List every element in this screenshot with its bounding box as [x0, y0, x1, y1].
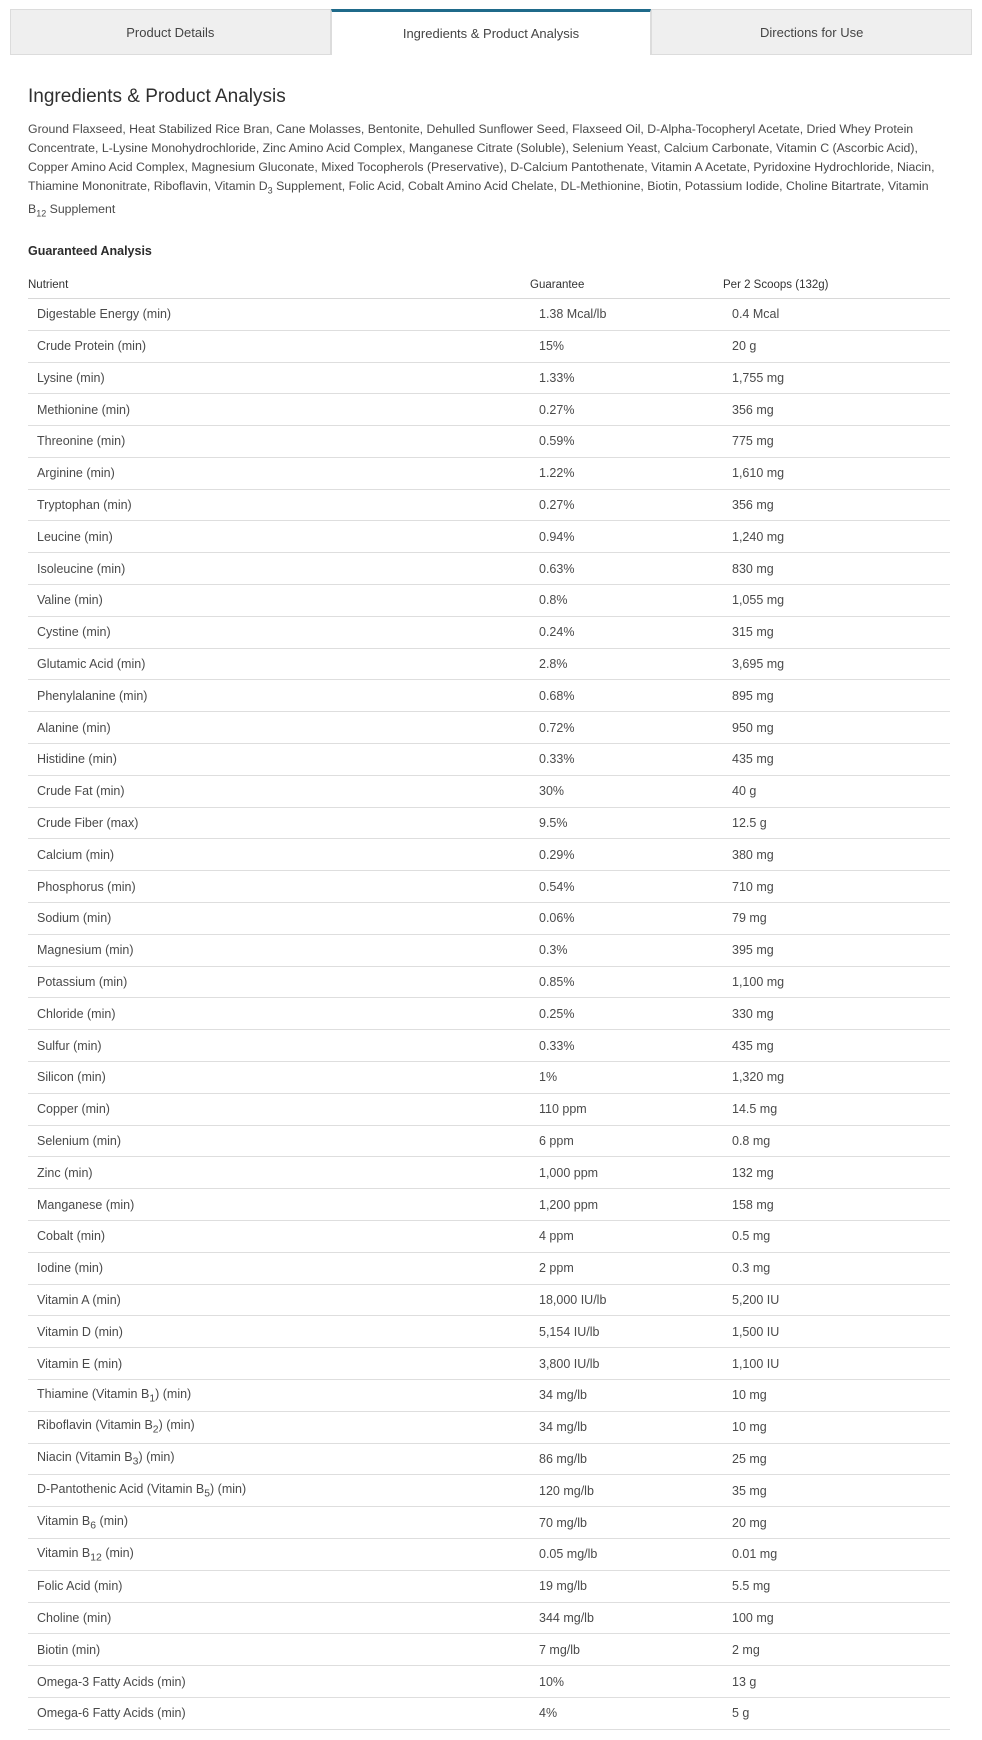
per-2-scoops-cell: 1,100 IU: [723, 1348, 950, 1380]
nutrient-cell: D-Pantothenic Acid (Vitamin $B_5$) (min): [28, 1475, 530, 1507]
nutrient-cell: Alanine (min): [28, 712, 530, 744]
table-row: [28, 1411, 950, 1443]
nutrient-cell: Copper (min): [28, 1093, 530, 1125]
table-row: [28, 1443, 950, 1475]
table-row: [28, 966, 950, 998]
per-2-scoops-cell: 775 mg: [723, 426, 950, 458]
table-row: [28, 1602, 950, 1634]
table-row: [28, 775, 950, 807]
per-2-scoops-cell: 2 mg: [723, 1634, 950, 1666]
table-row: [28, 839, 950, 871]
guaranteed-analysis-title: Guaranteed Analysis: [28, 243, 152, 258]
column-header-nutrient: Nutrient: [28, 272, 530, 299]
nutrient-cell: Biotin (min): [28, 1634, 530, 1666]
nutrient-cell: Magnesium (min): [28, 934, 530, 966]
nutrient-cell: Phosphorus (min): [28, 871, 530, 903]
table-row: [28, 1697, 950, 1729]
nutrient-cell: Histidine (min): [28, 744, 530, 776]
per-2-scoops-cell: 830 mg: [723, 553, 950, 585]
per-2-scoops-cell: 100 mg: [723, 1602, 950, 1634]
nutrient-cell: Omega-6 Fatty Acids (min): [28, 1697, 530, 1729]
guarantee-cell: 0.68%: [530, 680, 723, 712]
tab-product-details[interactable]: Product Details: [10, 9, 331, 55]
guarantee-cell: 5,154 IU/lb: [530, 1316, 723, 1348]
nutrient-cell: Lysine (min): [28, 362, 530, 394]
guarantee-cell: 30%: [530, 775, 723, 807]
table-row: [28, 1316, 950, 1348]
nutrient-cell: Leucine (min): [28, 521, 530, 553]
nutrient-cell: Arginine (min): [28, 457, 530, 489]
guarantee-cell: 0.25%: [530, 998, 723, 1030]
nutrient-cell: Manganese (min): [28, 1189, 530, 1221]
table-row: [28, 1189, 950, 1221]
per-2-scoops-cell: 0.5 mg: [723, 1221, 950, 1253]
table-row: [28, 489, 950, 521]
per-2-scoops-cell: 79 mg: [723, 903, 950, 935]
nutrient-cell: Digestable Energy (min): [28, 298, 530, 330]
nutrient-cell: Crude Protein (min): [28, 330, 530, 362]
table-row: [28, 298, 950, 330]
guarantee-cell: 9.5%: [530, 807, 723, 839]
per-2-scoops-cell: 35 mg: [723, 1475, 950, 1507]
nutrient-cell: Silicon (min): [28, 1062, 530, 1094]
guarantee-cell: 18,000 IU/lb: [530, 1284, 723, 1316]
per-2-scoops-cell: 40 g: [723, 775, 950, 807]
nutrient-cell: Thiamine (Vitamin $B_1$) (min): [28, 1380, 530, 1412]
section-title: Ingredients & Product Analysis: [28, 86, 286, 107]
table-row: [28, 1252, 950, 1284]
per-2-scoops-cell: 1,320 mg: [723, 1062, 950, 1094]
per-2-scoops-cell: 20 g: [723, 330, 950, 362]
table-row: [28, 1634, 950, 1666]
per-2-scoops-cell: 356 mg: [723, 489, 950, 521]
guarantee-cell: 1.22%: [530, 457, 723, 489]
per-2-scoops-cell: 330 mg: [723, 998, 950, 1030]
per-2-scoops-cell: 1,755 mg: [723, 362, 950, 394]
per-2-scoops-cell: 13 g: [723, 1666, 950, 1698]
per-2-scoops-cell: 5,200 IU: [723, 1284, 950, 1316]
per-2-scoops-cell: 395 mg: [723, 934, 950, 966]
guarantee-cell: 0.72%: [530, 712, 723, 744]
nutrient-cell: Crude Fiber (max): [28, 807, 530, 839]
guarantee-cell: 1,200 ppm: [530, 1189, 723, 1221]
nutrient-cell: Calcium (min): [28, 839, 530, 871]
guarantee-cell: 110 ppm: [530, 1093, 723, 1125]
per-2-scoops-cell: 132 mg: [723, 1157, 950, 1189]
guarantee-cell: 2.8%: [530, 648, 723, 680]
table-row: [28, 1093, 950, 1125]
nutrient-cell: Isoleucine (min): [28, 553, 530, 585]
guarantee-cell: 0.59%: [530, 426, 723, 458]
table-row: [28, 616, 950, 648]
guarantee-cell: 1.38 Mcal/lb: [530, 298, 723, 330]
guarantee-cell: 0.27%: [530, 394, 723, 426]
nutrient-cell: Vitamin E (min): [28, 1348, 530, 1380]
per-2-scoops-cell: 1,500 IU: [723, 1316, 950, 1348]
per-2-scoops-cell: 0.01 mg: [723, 1538, 950, 1570]
nutrient-cell: Vitamin $B_{12}$ (min): [28, 1538, 530, 1570]
guarantee-cell: 0.94%: [530, 521, 723, 553]
per-2-scoops-cell: 14.5 mg: [723, 1093, 950, 1125]
guarantee-cell: 34 mg/lb: [530, 1380, 723, 1412]
table-row: [28, 457, 950, 489]
nutrient-cell: Crude Fat (min): [28, 775, 530, 807]
guarantee-cell: 0.63%: [530, 553, 723, 585]
table-header-row: [28, 272, 950, 299]
per-2-scoops-cell: 12.5 g: [723, 807, 950, 839]
table-row: [28, 680, 950, 712]
guaranteed-analysis-table: [28, 272, 950, 1730]
guarantee-cell: 10%: [530, 1666, 723, 1698]
guarantee-cell: 34 mg/lb: [530, 1411, 723, 1443]
per-2-scoops-cell: 25 mg: [723, 1443, 950, 1475]
tab-directions-for-use[interactable]: Directions for Use: [651, 9, 972, 55]
guarantee-cell: 86 mg/lb: [530, 1443, 723, 1475]
per-2-scoops-cell: 0.8 mg: [723, 1125, 950, 1157]
per-2-scoops-cell: 5 g: [723, 1697, 950, 1729]
per-2-scoops-cell: 435 mg: [723, 1030, 950, 1062]
guarantee-cell: 0.29%: [530, 839, 723, 871]
table-row: [28, 1348, 950, 1380]
per-2-scoops-cell: 710 mg: [723, 871, 950, 903]
table-row: [28, 1062, 950, 1094]
guarantee-cell: 2 ppm: [530, 1252, 723, 1284]
nutrient-cell: Phenylalanine (min): [28, 680, 530, 712]
nutrient-cell: Potassium (min): [28, 966, 530, 998]
per-2-scoops-cell: 435 mg: [723, 744, 950, 776]
guarantee-cell: 70 mg/lb: [530, 1507, 723, 1539]
per-2-scoops-cell: 1,100 mg: [723, 966, 950, 998]
nutrient-cell: Selenium (min): [28, 1125, 530, 1157]
per-2-scoops-cell: 315 mg: [723, 616, 950, 648]
table-row: [28, 1538, 950, 1570]
table-row: [28, 1475, 950, 1507]
table-row: [28, 744, 950, 776]
table-row: [28, 1570, 950, 1602]
guarantee-cell: 0.06%: [530, 903, 723, 935]
nutrient-cell: Cobalt (min): [28, 1221, 530, 1253]
per-2-scoops-cell: 0.3 mg: [723, 1252, 950, 1284]
guarantee-cell: 0.05 mg/lb: [530, 1538, 723, 1570]
tab-bar: [10, 9, 972, 55]
guarantee-cell: 0.24%: [530, 616, 723, 648]
guarantee-cell: 4%: [530, 1697, 723, 1729]
table-row: [28, 807, 950, 839]
per-2-scoops-cell: 1,055 mg: [723, 585, 950, 617]
nutrient-cell: Valine (min): [28, 585, 530, 617]
guarantee-cell: 0.33%: [530, 744, 723, 776]
nutrient-cell: Iodine (min): [28, 1252, 530, 1284]
nutrient-cell: Vitamin $B_6$ (min): [28, 1507, 530, 1539]
nutrient-cell: Cystine (min): [28, 616, 530, 648]
guarantee-cell: 120 mg/lb: [530, 1475, 723, 1507]
guarantee-cell: 6 ppm: [530, 1125, 723, 1157]
table-row: [28, 1157, 950, 1189]
table-row: [28, 903, 950, 935]
table-row: [28, 1380, 950, 1412]
per-2-scoops-cell: 20 mg: [723, 1507, 950, 1539]
guarantee-cell: 1,000 ppm: [530, 1157, 723, 1189]
guarantee-cell: 0.27%: [530, 489, 723, 521]
guarantee-cell: 15%: [530, 330, 723, 362]
nutrient-cell: Sulfur (min): [28, 1030, 530, 1062]
per-2-scoops-cell: 1,610 mg: [723, 457, 950, 489]
table-row: [28, 1125, 950, 1157]
table-row: [28, 330, 950, 362]
nutrient-cell: Tryptophan (min): [28, 489, 530, 521]
nutrient-cell: Sodium (min): [28, 903, 530, 935]
per-2-scoops-cell: 380 mg: [723, 839, 950, 871]
nutrient-cell: Choline (min): [28, 1602, 530, 1634]
per-2-scoops-cell: 10 mg: [723, 1380, 950, 1412]
per-2-scoops-cell: 158 mg: [723, 1189, 950, 1221]
table-row: [28, 1666, 950, 1698]
per-2-scoops-cell: 1,240 mg: [723, 521, 950, 553]
guarantee-cell: 0.54%: [530, 871, 723, 903]
nutrient-cell: Threonine (min): [28, 426, 530, 458]
nutrient-cell: Folic Acid (min): [28, 1570, 530, 1602]
column-header-per-2-scoops: Per 2 Scoops (132g): [723, 272, 950, 299]
table-row: [28, 394, 950, 426]
guarantee-cell: 1.33%: [530, 362, 723, 394]
tab-ingredients-analysis[interactable]: Ingredients & Product Analysis: [331, 9, 652, 55]
table-row: [28, 1221, 950, 1253]
table-row: [28, 934, 950, 966]
nutrient-cell: Chloride (min): [28, 998, 530, 1030]
guarantee-cell: 0.33%: [530, 1030, 723, 1062]
table-row: [28, 521, 950, 553]
table-row: [28, 1030, 950, 1062]
table-row: [28, 362, 950, 394]
per-2-scoops-cell: 950 mg: [723, 712, 950, 744]
table-row: [28, 426, 950, 458]
guarantee-cell: 19 mg/lb: [530, 1570, 723, 1602]
nutrient-cell: Zinc (min): [28, 1157, 530, 1189]
table-row: [28, 648, 950, 680]
per-2-scoops-cell: 3,695 mg: [723, 648, 950, 680]
per-2-scoops-cell: 5.5 mg: [723, 1570, 950, 1602]
table-row: [28, 871, 950, 903]
guarantee-cell: 0.8%: [530, 585, 723, 617]
nutrient-cell: Riboflavin (Vitamin $B_2$) (min): [28, 1411, 530, 1443]
table-row: [28, 1284, 950, 1316]
guarantee-cell: 344 mg/lb: [530, 1602, 723, 1634]
nutrient-cell: Omega-3 Fatty Acids (min): [28, 1666, 530, 1698]
table-row: [28, 585, 950, 617]
table-row: [28, 553, 950, 585]
nutrient-cell: Vitamin A (min): [28, 1284, 530, 1316]
guarantee-cell: 1%: [530, 1062, 723, 1094]
tab-panel: [28, 84, 950, 1730]
ingredients-list: Ground Flaxseed, Heat Stabilized Rice Bran, Cane Molasses, Bentonite, Dehulled Sunflower Seed, Flaxseed Oil, D-Alpha-Tocopheryl Acetate, Dried Whey Protein Concentrate, L-Lysine Monohydrochloride, Zinc Amino Acid Complex, Manganese Citrate (Soluble), Selenium Yeast, Calcium Carbonate, Vitamin C (Ascorbic Acid), Copper Amino Acid Complex, Magnesium Gluconate, Mixed Tocopherols (Preservative), D-Calcium Pantothenate, Vitamin A Acetate, Pyridoxine Hydrochloride, Niacin, Thiamine Mononitrate, Riboflavin, Vitamin $D_3$ Supplement, Folic Acid, Cobalt Amino Acid Chelate, DL-Methionine, Biotin, Potassium Iodide, Choline Bitartrate, Vitamin $B_{12}$ Supplement: [28, 122, 935, 219]
guarantee-cell: 7 mg/lb: [530, 1634, 723, 1666]
per-2-scoops-cell: 356 mg: [723, 394, 950, 426]
per-2-scoops-cell: 10 mg: [723, 1411, 950, 1443]
nutrient-cell: Vitamin D (min): [28, 1316, 530, 1348]
nutrient-cell: Methionine (min): [28, 394, 530, 426]
table-row: [28, 1507, 950, 1539]
per-2-scoops-cell: 0.4 Mcal: [723, 298, 950, 330]
table-row: [28, 712, 950, 744]
nutrient-cell: Glutamic Acid (min): [28, 648, 530, 680]
guarantee-cell: 3,800 IU/lb: [530, 1348, 723, 1380]
nutrient-cell: Niacin (Vitamin $B_3$) (min): [28, 1443, 530, 1475]
table-row: [28, 998, 950, 1030]
guarantee-cell: 4 ppm: [530, 1221, 723, 1253]
column-header-guarantee: Guarantee: [530, 272, 723, 299]
per-2-scoops-cell: 895 mg: [723, 680, 950, 712]
guarantee-cell: 0.85%: [530, 966, 723, 998]
guarantee-cell: 0.3%: [530, 934, 723, 966]
